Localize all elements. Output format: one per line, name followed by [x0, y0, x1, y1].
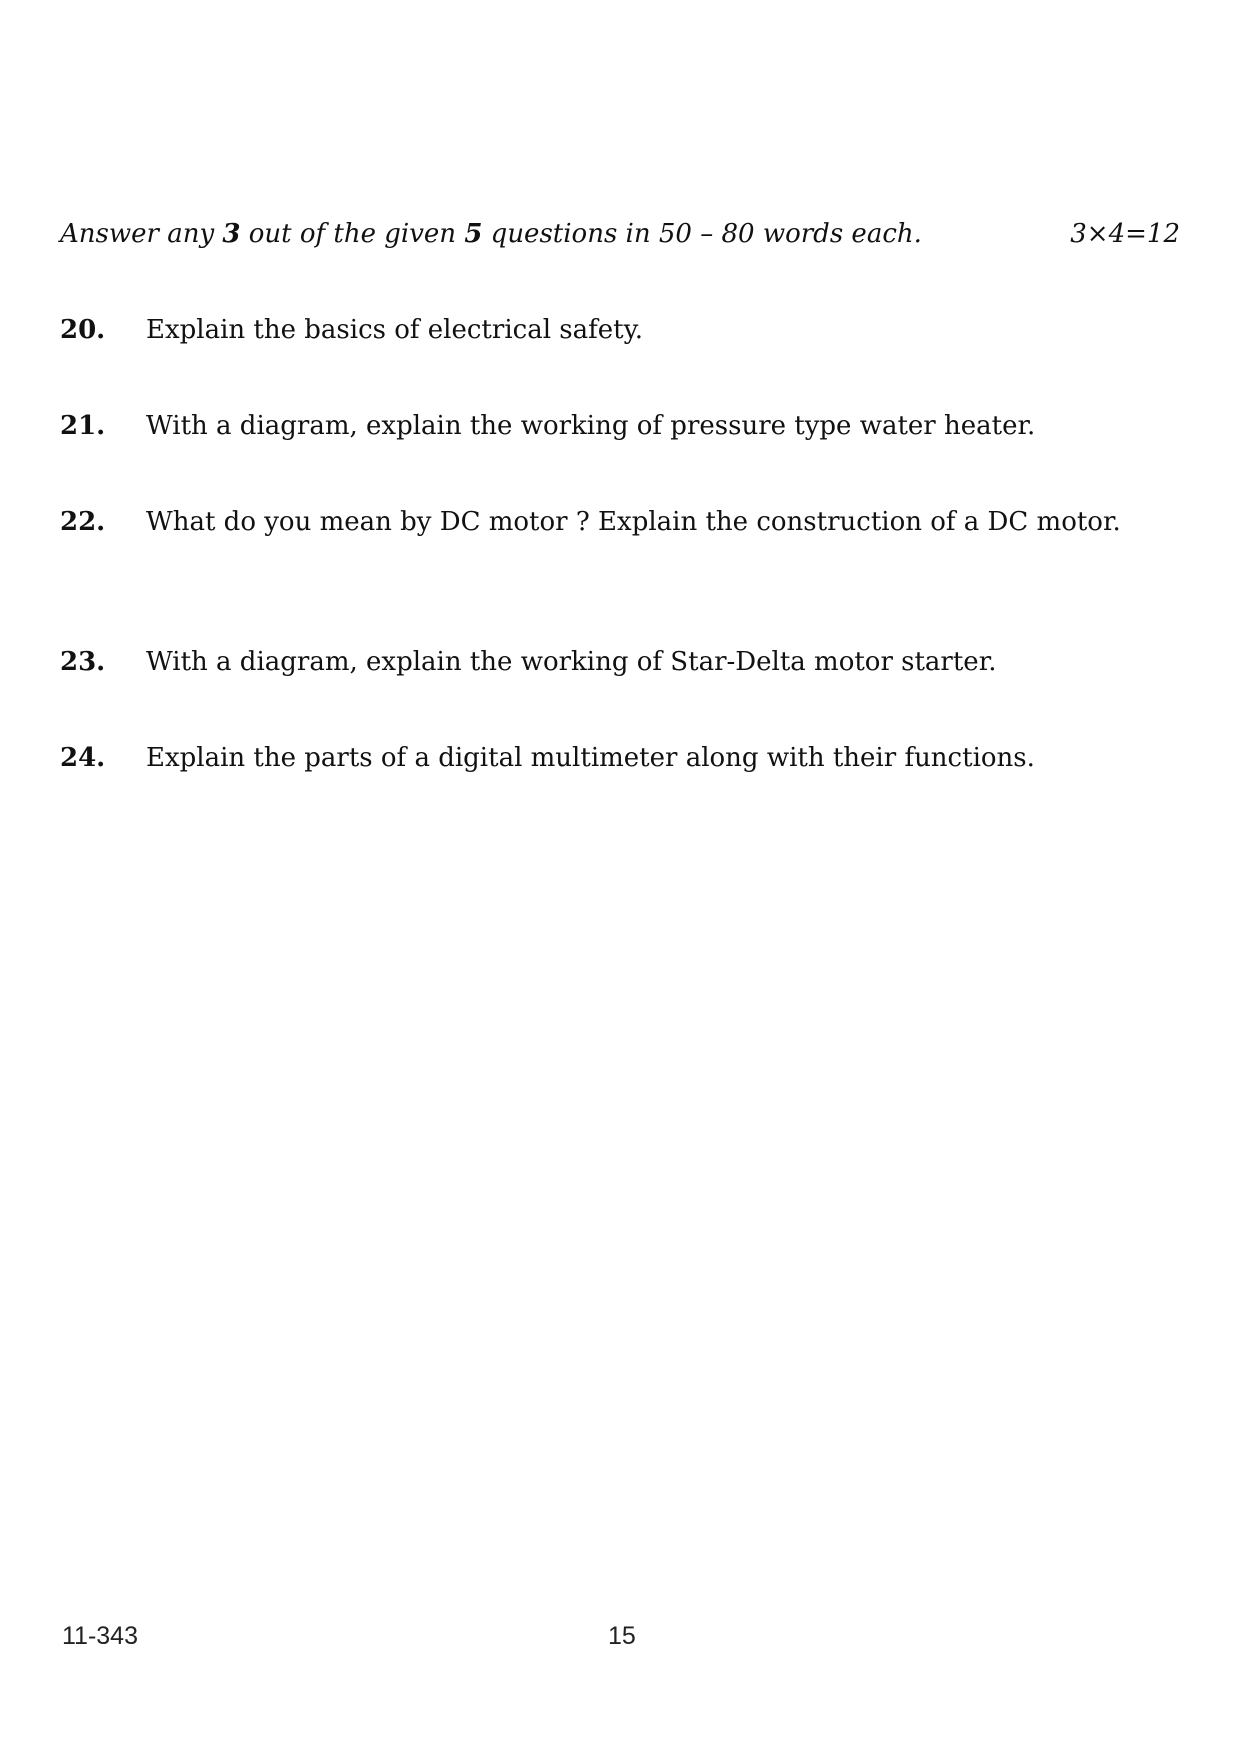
question-text: Explain the parts of a digital multimeter along with their functions.: [146, 743, 1035, 773]
section-instruction: [60, 216, 1180, 252]
question-number: 23.: [60, 647, 106, 677]
page-number: 15: [608, 1622, 636, 1650]
marks-allocation: 3×4=12: [1070, 219, 1180, 249]
question-20: [60, 308, 1120, 352]
instruction-text-1: Answer any: [60, 219, 223, 249]
instruction-total: 5: [464, 219, 483, 249]
question-text: With a diagram, explain the working of Star-Delta motor starter.: [146, 647, 997, 677]
question-23: [60, 640, 1120, 684]
paper-code: 11-343: [62, 1622, 138, 1650]
question-24: [60, 736, 1120, 780]
instruction-count: 3: [222, 219, 241, 249]
question-number: 24.: [60, 743, 106, 773]
question-text: Explain the basics of electrical safety.: [146, 315, 644, 345]
instruction-text-3: questions in 50 – 80 words each.: [482, 219, 922, 249]
question-number: 22.: [60, 507, 106, 537]
question-text: What do you mean by DC motor ? Explain the construction of a DC motor.: [146, 507, 1121, 537]
question-number: 21.: [60, 411, 106, 441]
question-text: With a diagram, explain the working of pressure type water heater.: [146, 411, 1036, 441]
instruction-text-2: out of the given: [240, 219, 465, 249]
question-number: 20.: [60, 315, 106, 345]
question-22: [60, 500, 1120, 544]
question-21: [60, 404, 1120, 448]
